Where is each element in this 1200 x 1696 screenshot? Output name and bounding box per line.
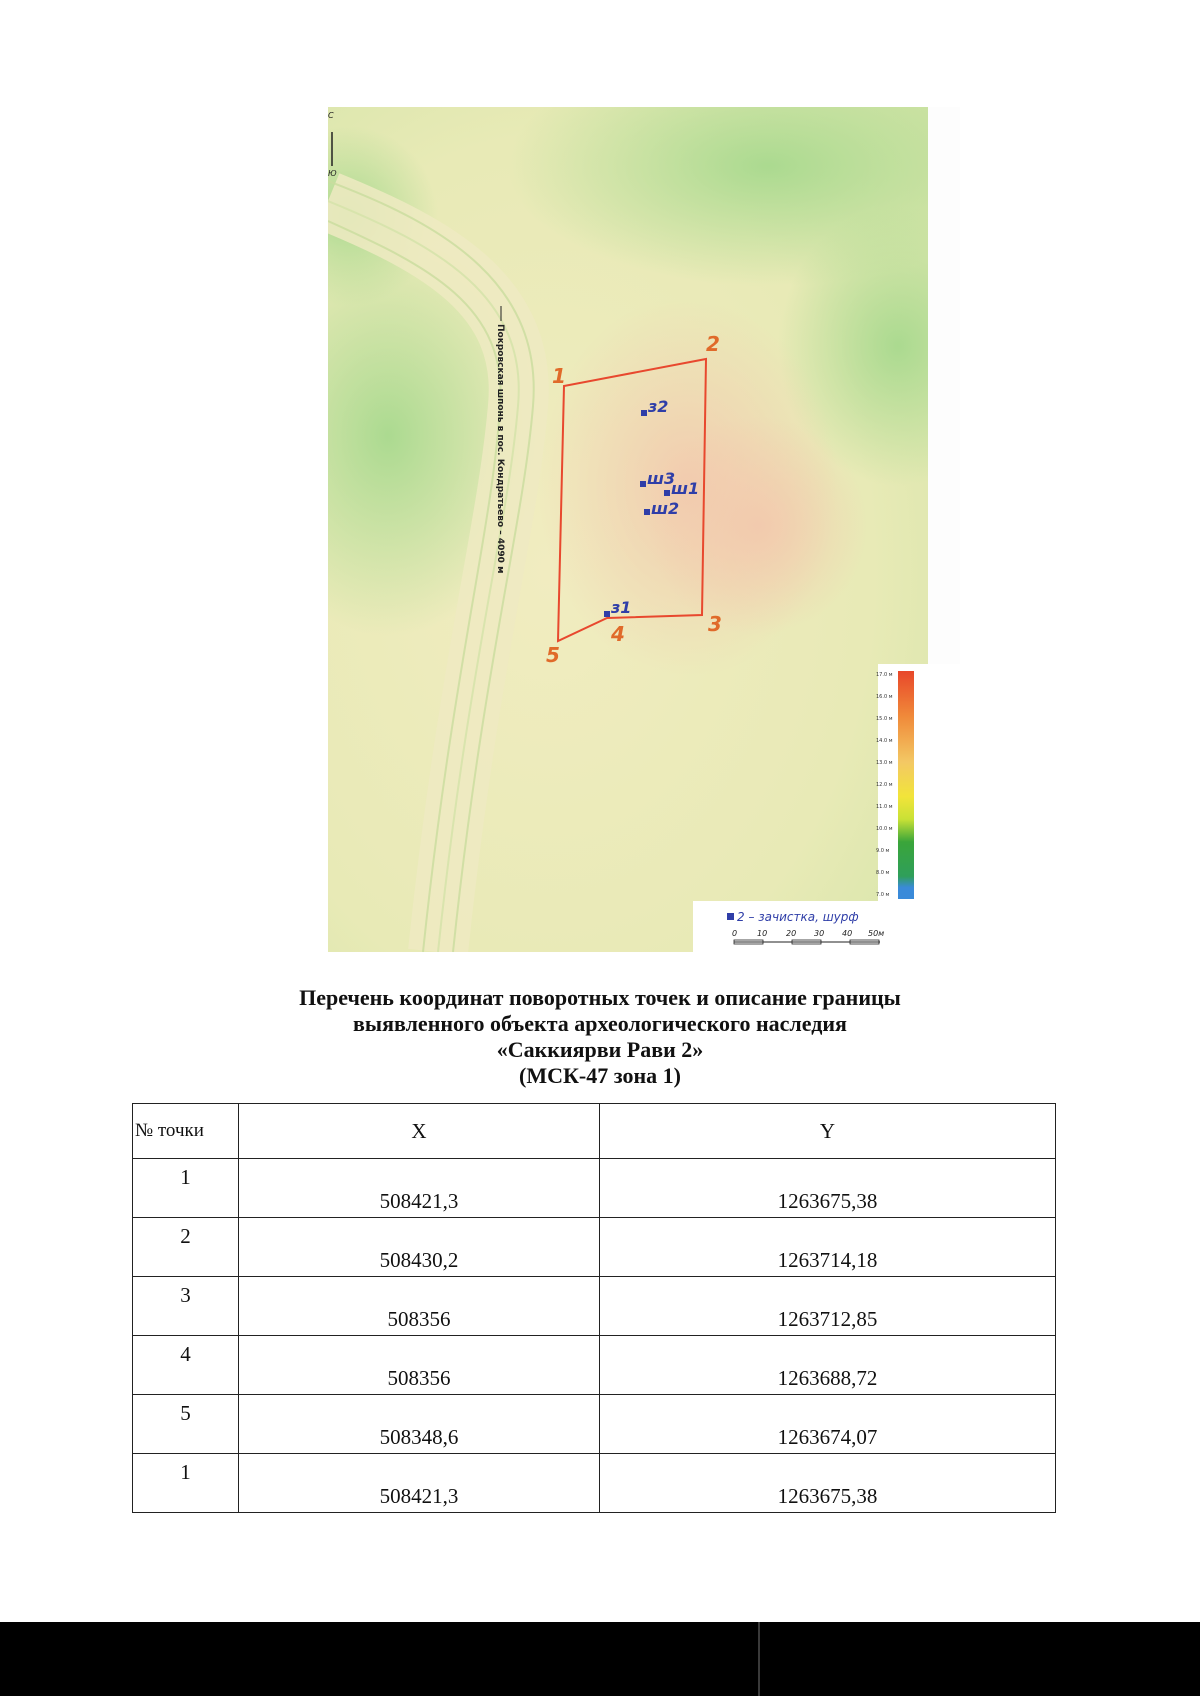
point-label-2: 2 [706, 332, 720, 356]
svg-text:ш1: ш1 [671, 479, 700, 498]
svg-text:8.0 м: 8.0 м [876, 870, 890, 876]
svg-text:40: 40 [842, 929, 853, 938]
elevation-legend [876, 664, 960, 934]
x-coordinate: 508348,6 [239, 1395, 600, 1454]
svg-text:30: 30 [814, 929, 825, 938]
header-y: Y [599, 1104, 1055, 1159]
road-label [495, 306, 505, 573]
svg-text:13.0 м: 13.0 м [876, 760, 893, 766]
scan-footer-bar [0, 1622, 1200, 1696]
map-legend [693, 901, 960, 952]
point-number: 1 [133, 1454, 239, 1513]
legend-label: 2 – зачистка, шурф [737, 910, 859, 924]
y-coordinate: 1263714,18 [599, 1218, 1055, 1277]
svg-text:12.0 м: 12.0 м [876, 782, 893, 788]
svg-text:50м: 50м [868, 929, 885, 938]
header-x: X [239, 1104, 600, 1159]
table-row [133, 1218, 1056, 1277]
table-row [133, 1277, 1056, 1336]
point-label-4: 4 [611, 622, 625, 646]
x-coordinate: 508430,2 [239, 1218, 600, 1277]
table-row [133, 1336, 1056, 1395]
site-map [328, 106, 960, 952]
road-label-text: Покровская шпонь в пос. Кондратьево – 4090 м [495, 324, 505, 574]
header-point-number: № точки [133, 1104, 239, 1159]
table-row [133, 1159, 1056, 1218]
svg-text:Ю: Ю [328, 169, 337, 178]
x-coordinate: 508356 [239, 1336, 600, 1395]
title-line-1: Перечень координат поворотных точек и описание границы [299, 985, 901, 1010]
title-line-4: (МСК-47 зона 1) [519, 1063, 681, 1088]
point-number: 2 [133, 1218, 239, 1277]
svg-text:10: 10 [757, 929, 768, 938]
document-title [200, 985, 1000, 1089]
title-line-2: выявленного объекта археологического наследия [353, 1011, 847, 1036]
svg-text:з1: з1 [611, 598, 632, 617]
svg-text:11.0 м: 11.0 м [876, 804, 893, 810]
y-coordinate: 1263712,85 [599, 1277, 1055, 1336]
svg-text:20: 20 [786, 929, 797, 938]
title-line-3: «Саккиярви Рави 2» [496, 1037, 704, 1062]
y-coordinate: 1263675,38 [599, 1454, 1055, 1513]
table-row [133, 1454, 1056, 1513]
table-header-row [133, 1104, 1056, 1159]
y-coordinate: 1263674,07 [599, 1395, 1055, 1454]
svg-text:С: С [328, 111, 334, 120]
point-number: 1 [133, 1159, 239, 1218]
x-coordinate: 508421,3 [239, 1454, 600, 1513]
svg-text:9.0 м: 9.0 м [876, 848, 890, 854]
point-label-3: 3 [708, 612, 722, 636]
svg-text:16.0 м: 16.0 м [876, 694, 893, 700]
y-coordinate: 1263688,72 [599, 1336, 1055, 1395]
svg-text:7.0 м: 7.0 м [876, 892, 890, 898]
svg-text:14.0 м: 14.0 м [876, 738, 893, 744]
svg-text:17.0 м: 17.0 м [876, 672, 893, 678]
point-number: 5 [133, 1395, 239, 1454]
table-row [133, 1395, 1056, 1454]
x-coordinate: 508356 [239, 1277, 600, 1336]
point-number: 3 [133, 1277, 239, 1336]
x-coordinate: 508421,3 [239, 1159, 600, 1218]
point-number: 4 [133, 1336, 239, 1395]
point-label-1: 1 [552, 364, 566, 388]
y-coordinate: 1263675,38 [599, 1159, 1055, 1218]
svg-text:0: 0 [732, 929, 738, 938]
svg-text:10.0 м: 10.0 м [876, 826, 893, 832]
svg-text:ш2: ш2 [651, 499, 680, 518]
svg-text:15.0 м: 15.0 м [876, 716, 893, 722]
svg-text:з2: з2 [648, 397, 669, 416]
point-label-5: 5 [546, 643, 560, 667]
coordinates-table [132, 1103, 1056, 1513]
scan-footer-divider [758, 1622, 760, 1696]
svg-text:ш3: ш3 [647, 469, 676, 488]
